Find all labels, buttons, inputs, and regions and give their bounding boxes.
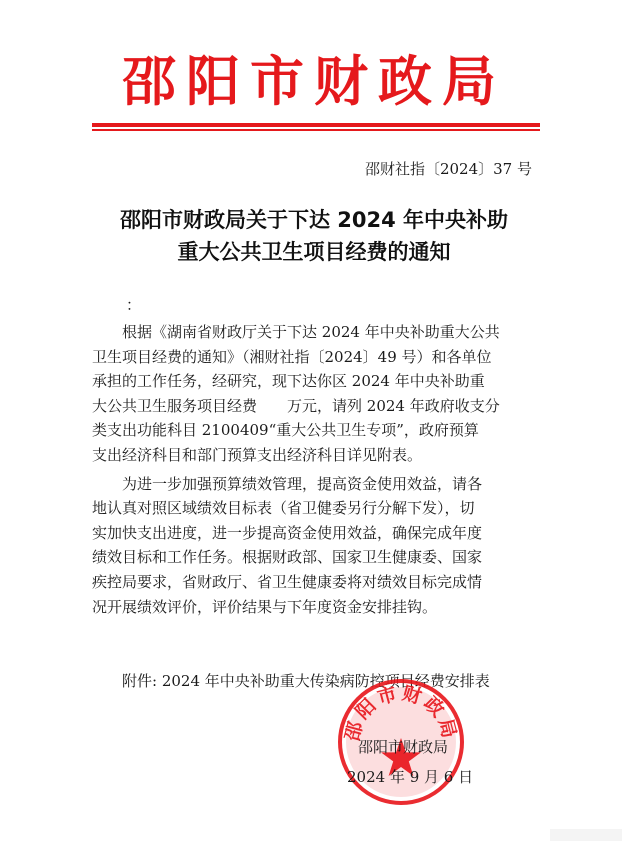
salutation: ： <box>126 296 142 314</box>
body-line: 支出经济科目和部门预算支出经济科目详见附表。 <box>92 445 423 464</box>
body-line: 况开展绩效评价，评价结果与下年度资金安排挂钩。 <box>92 597 438 616</box>
svg-text:邵阳市财政局: 邵阳市财政局 <box>341 682 461 744</box>
document-body <box>92 320 538 619</box>
body-line: 为进一步加强预算绩效管理，提高资金使用效益，请各 <box>122 474 483 493</box>
signature-date: 2024 年 9 月 6 日 <box>347 768 474 786</box>
watermark <box>550 829 622 841</box>
document-number: 邵财社指〔2024〕37 号 <box>364 160 532 178</box>
document-title <box>0 204 628 268</box>
body-line: 疾控局要求，省财政厅、省卫生健康委将对绩效目标完成情 <box>92 572 483 591</box>
body-line: 类支出功能科目 2100409“重大公共卫生专项”，政府预算 <box>92 421 479 440</box>
attachment-note: 附件: 2024 年中央补助重大传染病防控项目经费安排表 <box>122 672 490 690</box>
document-title-line-2: 重大公共卫生项目经费的通知 <box>177 240 451 264</box>
signature-organization: 邵阳市财政局 <box>358 738 449 756</box>
masthead-title: 邵阳市财政局 <box>122 49 506 113</box>
masthead-rule-thin <box>92 129 540 131</box>
masthead-rule-thick <box>92 123 540 127</box>
body-line: 绩效目标和工作任务。根据财政部、国家卫生健康委、国家 <box>92 548 483 567</box>
body-line: 根据《湖南省财政厅关于下达 2024 年中央补助重大公共 <box>122 323 500 341</box>
body-line: 实加快支出进度，进一步提高资金使用效益，确保完成年度 <box>92 523 483 542</box>
body-line: 大公共卫生服务项目经费 万元，请列 2024 年政府收支分 <box>92 396 500 415</box>
body-line: 承担的工作任务，经研究，现下达你区 2024 年中央补助重 <box>92 372 485 391</box>
document-title-line-1: 邵阳市财政局关于下达 2024 年中央补助 <box>119 208 509 232</box>
body-line: 卫生项目经费的通知》（湘财社指〔2024〕49 号）和各单位 <box>92 347 492 366</box>
body-line: 地认真对照区域绩效目标表（省卫健委另行分解下发），切 <box>92 499 475 518</box>
